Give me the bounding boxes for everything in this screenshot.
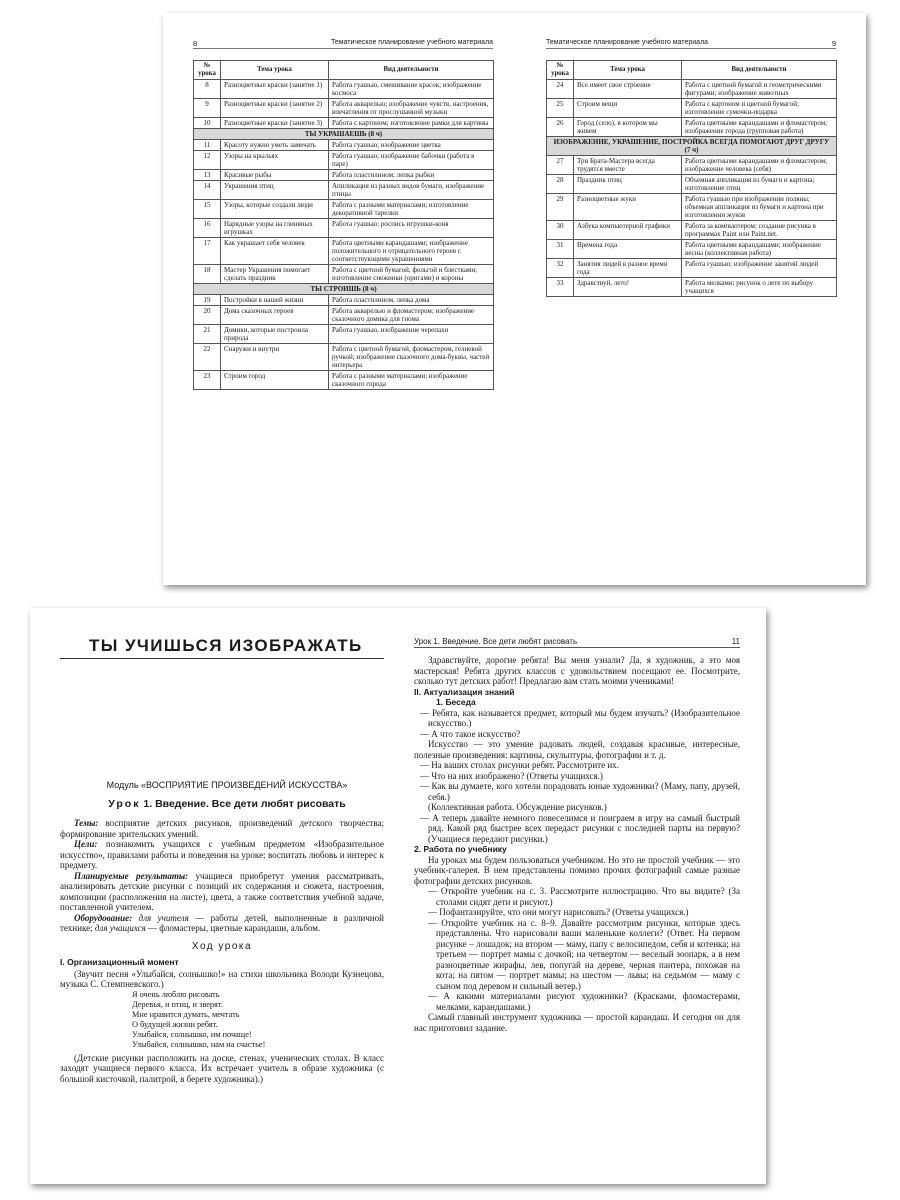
lesson-number-cell: 26 [547, 118, 574, 137]
poem-line: Улыбайся, солнышко, им почаще! [132, 1029, 252, 1039]
poem-line: Деревья, и птиц, и зверят. [132, 999, 223, 1009]
column-header: Вид деятельности [682, 61, 837, 80]
activity-cell: Работа гуашью, изображение черепахи [329, 325, 494, 344]
page-number: 11 [731, 637, 740, 646]
activity-cell: Работа гуашью; роспись игрушки-коня [329, 219, 494, 238]
section-row [547, 137, 837, 156]
topic-cell: Красоту нужно уметь замечать [221, 140, 329, 151]
lesson-number-cell: 17 [194, 238, 221, 265]
table-row [547, 278, 837, 297]
topic-cell: Красивые рыбы [221, 170, 329, 181]
section-heading: I. Организационный момент [60, 957, 179, 967]
column-header: № урока [194, 61, 221, 80]
table-row [194, 219, 494, 238]
lesson-number-cell: 33 [547, 278, 574, 297]
topic-cell: Здравствуй, лето! [574, 278, 682, 297]
lesson-number-cell: 21 [194, 325, 221, 344]
activity-cell: Работа гуашью; изображение цветка [329, 140, 494, 151]
table-row [194, 151, 494, 170]
lesson-number-cell: 14 [194, 181, 221, 200]
top-page-spread [163, 13, 866, 585]
table-row [194, 99, 494, 118]
table-row [547, 194, 837, 221]
page-number: 8 [193, 39, 198, 48]
dialog-line: — На ваших столах рисунки ребят. Рассмотрите их. [420, 760, 619, 770]
table-row [194, 170, 494, 181]
lesson-number-cell: 20 [194, 306, 221, 325]
column-header: Тема урока [221, 61, 329, 80]
section-row [194, 129, 494, 140]
lesson-number-cell: 16 [194, 219, 221, 238]
table-row [194, 295, 494, 306]
poem-line: Улыбайся, солнышко, нам на счастье! [132, 1039, 266, 1049]
course-title: Ход урока [191, 940, 253, 952]
lesson-title: 1. Введение. Все дети любят рисовать [143, 798, 346, 810]
dialog-line: — А какими материалами рисуют художники? (Красками, фломастерами, мелками, карандашами.) [428, 991, 740, 1012]
activity-cell: Работа акварелью и фломастером; изображение сказочного домика для гнома [329, 306, 494, 325]
running-title: Тематическое планирование учебного материала [546, 39, 709, 46]
activity-cell: Работа с цветной бумагой, фольгой и блестками; изготовление снежинки (оригами) и короны [329, 265, 494, 284]
activity-cell: Работа цветными карандашами и фломастером; изображение города (групповая работа) [682, 118, 837, 137]
table-row [194, 200, 494, 219]
activity-cell: Работа мелками; рисунок о лете по выбору учащихся [682, 278, 837, 297]
topic-cell: Дома сказочных героев [221, 306, 329, 325]
lesson-number-cell: 25 [547, 99, 574, 118]
table-header-row [547, 61, 837, 80]
activity-cell: Работа гуашью; изображение занятий людей [682, 259, 837, 278]
poem-line: О будущей жизни ребят. [132, 1019, 218, 1029]
poem [132, 990, 384, 1050]
table-row [547, 240, 837, 259]
topic-cell: Разноцветные жуки [574, 194, 682, 221]
lesson-number-cell: 12 [194, 151, 221, 170]
lesson-number-cell: 31 [547, 240, 574, 259]
table-row [194, 140, 494, 151]
module-heading: Модуль «ВОСПРИЯТИЕ ПРОИЗВЕДЕНИЙ ИСКУССТВА» [106, 780, 348, 790]
greeting-paragraph: Здравствуйте, дорогие ребята! Вы меня узнали? Да, я художник, а это моя мастерская! Ребята других классов с удовольствием посещают ее. Посмотрите, сколько тут детских работ! Предлагаю вам стать моими учениками! [414, 655, 740, 686]
lesson-number-cell: 19 [194, 295, 221, 306]
activity-cell: Работа с разными материалами; изготовление декоративной тарелки [329, 200, 494, 219]
lesson-number-cell: 22 [194, 344, 221, 371]
lesson-heading [60, 798, 394, 810]
activity-cell: Работа с картоном; изготовление рамки для картины [329, 118, 494, 129]
topic-cell: Три Брата-Мастера всегда трудятся вместе [574, 156, 682, 175]
activity-cell: Работа цветными карандашами и фломастером; изображение человека (себя) [682, 156, 837, 175]
dialog-line: — Пофантазируйте, что они могут нарисовать? (Ответы учащихся.) [428, 907, 689, 917]
activity-cell: Работа с цветной бумагой, фломастером, гелиевой ручкой; изображение сказочного дома-буквы, частей интерьера [329, 344, 494, 371]
lesson-number-cell: 13 [194, 170, 221, 181]
section-title: ТЫ УКРАШАЕШЬ (8 ч) [194, 129, 494, 140]
activity-cell: Работа акварелью; изображение чувств, настроения, впечатления от прослушанной музыки [329, 99, 494, 118]
lesson-plan-table [546, 60, 837, 297]
lesson-number-cell: 32 [547, 259, 574, 278]
poem-line: Мне нравится думать, мечтать [132, 1009, 240, 1019]
running-header [193, 39, 493, 49]
final-paragraph: Самый главный инструмент художника — простой карандаш. И сегодня он для нас приготовил задание. [414, 1012, 740, 1033]
goal-paragraph: Темы: восприятие детских рисунков, произведений детского творчества; формирование зрительских умений. [60, 818, 384, 839]
chapter-title: ТЫ УЧИШЬСЯ ИЗОБРАЖАТЬ [89, 636, 363, 655]
page-number: 9 [831, 39, 836, 48]
table-row [194, 80, 494, 99]
table-row [547, 156, 837, 175]
lesson-number-cell: 11 [194, 140, 221, 151]
section-row [194, 284, 494, 295]
activity-cell: Работа цветными карандашами; изображение положительного и отрицательного героев с соответствующими украшениями [329, 238, 494, 265]
table-row [194, 265, 494, 284]
activity-cell: Работа пластилином; лепка рыбки [329, 170, 494, 181]
music-note: (Звучит песня «Улыбайся, солнышко!» на стихи школьника Володи Кузнецова, музыка С. Стемпневского.) [60, 968, 384, 989]
table-row [194, 306, 494, 325]
topic-cell: Узоры, которые создали люди [221, 200, 329, 219]
running-header [414, 636, 740, 648]
topic-cell: Постройки в нашей жизни [221, 295, 329, 306]
dialog-line: — Откройте учебник на с. 8–9. Давайте рассмотрим рисунки, которые здесь представлены. Что нарисовали ваши маленькие коллеги? (Ответ. На первом рисунке – лошадок; на втором — маму, папу с велосипедом, себя и котенка; на третьем — портрет мамы с дочкой; на четвертом — веселый зоопарк, а в нем разноцветные жирафы, лев, попугай на дереве, черная пантера, похожая на кота; на пятом — портрет мамы; на шестом — львы; на седьмом — маму с сыном под деревом и сильный ветер.) [428, 917, 740, 991]
section-heading: II. Актуализация знаний [414, 686, 515, 697]
topic-cell: Строим город [221, 371, 329, 390]
table-row [194, 325, 494, 344]
table-row [547, 80, 837, 99]
equipment-paragraph: Оборудование: для учителя — работы детей, выполненные в различной технике; для учащихся — фломастеры, цветные карандаши, альбом. [60, 912, 384, 933]
topic-cell: Разноцветные краски (занятие 3) [221, 118, 329, 129]
topic-cell: Времена года [574, 240, 682, 259]
activity-cell: Работа с цветной бумагой и геометрическими фигурами; изображение животных [682, 80, 837, 99]
running-title: Тематическое планирование учебного материала [330, 39, 493, 46]
lesson-body [414, 655, 740, 1033]
dialog-line: — А что такое искусство? [420, 728, 521, 739]
lesson-number-cell: 29 [547, 194, 574, 221]
topic-cell: Праздник птиц [574, 175, 682, 194]
column-header: Тема урока [574, 61, 682, 80]
closing-paragraph: (Детские рисунки расположить на доске, стенах, ученических столах. В класс заходят учащиеся первого класса. Их встречает учитель в образе художника (с большой кисточкой, палитрой, в берете художника).) [60, 1052, 384, 1084]
goal-paragraph: Планируемые результаты: учащиеся приобретут умения рассматривать, анализировать детские рисунки с позиций их содержания и сюжета, настроения, композиции (расположения на листе), цвета, а также соответствия учебной задаче, поставленной учителем. [60, 870, 384, 912]
page-10 [60, 608, 394, 1184]
table-row [194, 344, 494, 371]
lesson-number-cell: 9 [194, 99, 221, 118]
column-header: № урока [547, 61, 574, 80]
lesson-number-cell: 23 [194, 371, 221, 390]
activity-cell: Объемная аппликация из бумаги и картона; изготовление птиц [682, 175, 837, 194]
topic-cell: Разноцветные краски (занятие 1) [221, 80, 329, 99]
topic-cell: Строим вещи [574, 99, 682, 118]
topic-cell: Разноцветные краски (занятие 2) [221, 99, 329, 118]
dialog-line: — Что на них изображено? (Ответы учащихся.) [420, 770, 603, 781]
textbook-paragraph: На уроках мы будем пользоваться учебником. Но это не простой учебник — это учебник-галерея. В нем представлены помимо прочих фотографий самые разные фотографии детских рисунков. [414, 854, 740, 886]
poem-line: Я очень люблю рисовать [132, 989, 220, 999]
lesson-plan-table [193, 60, 494, 390]
table-header-row [194, 61, 494, 80]
table-row [547, 259, 837, 278]
dialog-line: — А теперь давайте немного повеселимся и поиграем в игру на самый быстрый ряд. Какой ряд быстрее всех передаст рисунки с последней парты на первую? (Учащиеся передают рисунки.) [420, 812, 740, 844]
table-row [547, 175, 837, 194]
table-row [194, 118, 494, 129]
topic-cell: Город (село), в котором мы живем [574, 118, 682, 137]
topic-cell: Украшения птиц [221, 181, 329, 200]
lesson-number-cell: 28 [547, 175, 574, 194]
topic-cell: Домики, которые построила природа [221, 325, 329, 344]
running-header [546, 39, 836, 49]
lesson-body [60, 818, 384, 1084]
table-row [547, 221, 837, 240]
lesson-word: Урок [108, 798, 141, 810]
activity-cell: Работа гуашью при изображении поляны; объемная аппликация из бумаги и картона при изготовлении жуков [682, 194, 837, 221]
dialog-line: — Ребята, как называется предмет, который мы будем изучать? (Изобразительное искусство.) [420, 707, 740, 728]
lesson-number-cell: 18 [194, 265, 221, 284]
topic-cell: Все имеет свое строение [574, 80, 682, 99]
page-11 [414, 608, 740, 1184]
activity-cell: Работа цветными карандашами; изображение весны (коллективная работа) [682, 240, 837, 259]
note-paragraph: (Коллективная работа. Обсуждение рисунков.) [428, 802, 607, 812]
bottom-page-spread [30, 608, 766, 1184]
topic-cell: Азбука компьютерной графики [574, 221, 682, 240]
lesson-number-cell: 30 [547, 221, 574, 240]
chapter-title-rule [60, 658, 384, 659]
topic-cell: Мастер Украшения помогает сделать праздник [221, 265, 329, 284]
activity-cell: Работа с картоном и цветной бумагой; изготовление сумочки-подарка [682, 99, 837, 118]
table-row [194, 181, 494, 200]
definition-paragraph: Искусство — это умение радовать людей, создавая красивые, интересные, полезные произведения: картины, скульптуры, фотографии и т. д. [414, 739, 740, 760]
column-header: Вид деятельности [329, 61, 494, 80]
topic-cell: Снаружи и внутри [221, 344, 329, 371]
topic-cell: Нарядные узоры на глиняных игрушках [221, 219, 329, 238]
activity-cell: Работа пластилином, лепка дома [329, 295, 494, 306]
topic-cell: Как украшает себя человек [221, 238, 329, 265]
lesson-number-cell: 15 [194, 200, 221, 219]
running-title: Урок 1. Введение. Все дети любят рисовать [414, 637, 578, 646]
activity-cell: Работа гуашью; изображение бабочки (работа в паре) [329, 151, 494, 170]
activity-cell: Работа гуашью, смешивание красок; изображение космоса [329, 80, 494, 99]
table-row [194, 238, 494, 265]
goal-paragraph: Цели: познакомить учащихся с учебным предметом «Изобразительное искусство», правилами работы и поведения на уроке; воспитать любовь и интерес к предмету. [60, 839, 384, 870]
activity-cell: Работа за компьютером; создание рисунка в программах Paint или Paint.net. [682, 221, 837, 240]
lesson-number-cell: 8 [194, 80, 221, 99]
topic-cell: Узоры на крыльях [221, 151, 329, 170]
table-row [547, 118, 837, 137]
activity-cell: Аппликация из разных видов бумаги, изображение птицы [329, 181, 494, 200]
lesson-number-cell: 10 [194, 118, 221, 129]
subsection-heading: 2. Работа по учебнику [414, 844, 507, 854]
subsection-heading: 1. Беседа [436, 697, 476, 707]
dialog-line: — Как вы думаете, кого хотели порадовать юные художники? (Маму, папу, друзей, себя.) [420, 781, 740, 802]
section-title: ИЗОБРАЖЕНИЕ, УКРАШЕНИЕ, ПОСТРОЙКА ВСЕГДА ПОМОГАЮТ ДРУГ ДРУГУ (7 ч) [547, 137, 837, 156]
section-title: ТЫ СТРОИШЬ (8 ч) [194, 284, 494, 295]
activity-cell: Работа с разными материалами; изображение сказочного города [329, 371, 494, 390]
lesson-number-cell: 24 [547, 80, 574, 99]
lesson-number-cell: 27 [547, 156, 574, 175]
topic-cell: Занятия людей в разное время года [574, 259, 682, 278]
table-row [547, 99, 837, 118]
dialog-line: — Откройте учебник на с. 3. Рассмотрите иллюстрацию. Что вы видите? (За столами сидят дети и рисуют.) [428, 886, 740, 907]
table-row [194, 371, 494, 390]
